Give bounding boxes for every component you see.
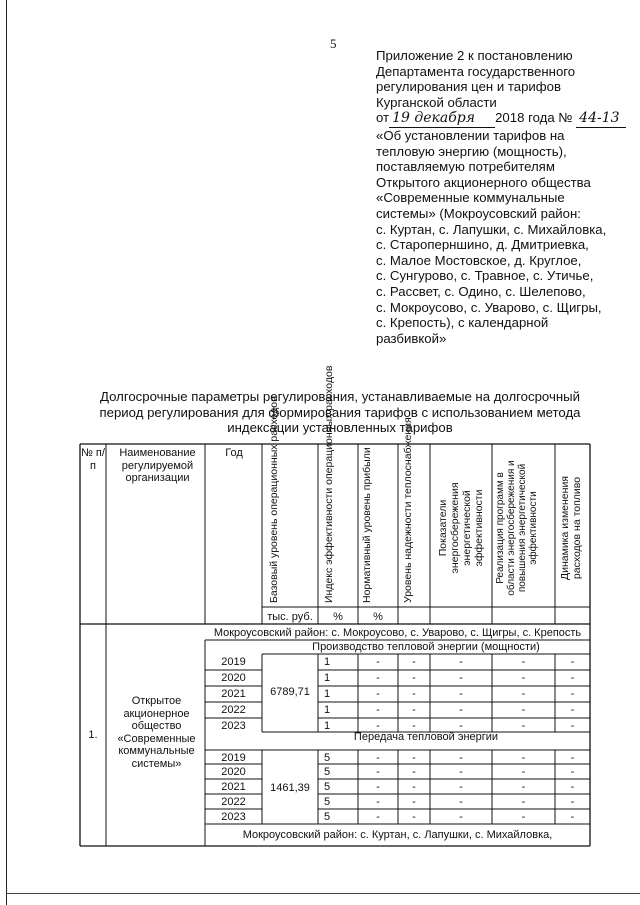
header-reliability: Уровень надежности теплоснабжения bbox=[402, 417, 414, 603]
handwritten-number: 44-13 bbox=[576, 111, 626, 128]
cell-index: 1 bbox=[324, 656, 331, 668]
appendix-subject-line: поставляемую потребителям bbox=[376, 159, 555, 175]
cell-reliability: - bbox=[412, 672, 416, 684]
cell-reliability: - bbox=[412, 781, 416, 793]
cell-program: - bbox=[521, 766, 526, 778]
cell-profit: - bbox=[376, 720, 380, 732]
cell-index: 1 bbox=[324, 672, 331, 684]
header-energy: Показатели энергосбережения энергетической эффективности bbox=[437, 482, 485, 574]
cell-fuel: - bbox=[570, 688, 575, 700]
cell-reliability: - bbox=[412, 796, 416, 808]
handwritten-date: 19 декабря bbox=[389, 111, 495, 128]
header-num: № п/п bbox=[81, 447, 105, 472]
cell-fuel: - bbox=[570, 720, 575, 732]
cell-reliability: - bbox=[412, 811, 416, 823]
cell-reliability: - bbox=[412, 752, 416, 764]
unit-index: % bbox=[333, 611, 343, 623]
cell-profit: - bbox=[376, 796, 380, 808]
table-title-line: индексации установленных тарифов bbox=[227, 420, 453, 435]
row-number: 1. bbox=[88, 729, 98, 741]
cell-profit: - bbox=[376, 704, 380, 716]
cell-energy: - bbox=[459, 720, 463, 732]
cell-profit: - bbox=[376, 656, 380, 668]
appendix-subject-line: «Об установлении тарифов на bbox=[376, 127, 565, 143]
appendix-subject-line: с. Сунгурово, с. Травное, с. Утичье, bbox=[376, 268, 594, 284]
cell-energy: - bbox=[459, 688, 463, 700]
cell-index: 5 bbox=[324, 766, 331, 778]
cell-energy: - bbox=[459, 672, 463, 684]
cell-reliability: - bbox=[412, 704, 416, 716]
appendix-line: Департамента государственного bbox=[376, 63, 576, 79]
cell-index: 1 bbox=[324, 688, 331, 700]
district-row: Мокроусовский район: с. Мокроусово, с. Уварово, с. Щигры, с. Крепость bbox=[213, 627, 582, 639]
cell-year: 2022 bbox=[221, 796, 246, 808]
cell-year: 2019 bbox=[221, 656, 246, 668]
cell-fuel: - bbox=[570, 766, 575, 778]
cell-profit: - bbox=[376, 752, 380, 764]
appendix-subject-line: с. Мокроусово, с. Уварово, с. Щигры, bbox=[376, 299, 602, 315]
table-title-line: период регулирования для формирования тарифов с использованием метода bbox=[99, 404, 581, 420]
appendix-subject-line: с. Малое Мостовское, д. Круглое, bbox=[376, 252, 582, 268]
cell-energy: - bbox=[459, 796, 463, 808]
cell-year: 2021 bbox=[221, 688, 246, 700]
header-org: Наименование регулируемой организации bbox=[119, 447, 196, 484]
cell-fuel: - bbox=[570, 796, 575, 808]
cell-fuel: - bbox=[570, 672, 575, 684]
unit-base: тыс. руб. bbox=[267, 611, 313, 623]
section-row: Передача тепловой энергии bbox=[353, 731, 499, 743]
cell-program: - bbox=[521, 811, 526, 823]
cell-program: - bbox=[521, 796, 526, 808]
cell-year: 2023 bbox=[221, 720, 246, 732]
cell-program: - bbox=[521, 720, 526, 732]
cell-profit: - bbox=[376, 672, 380, 684]
cell-index: 5 bbox=[324, 752, 331, 764]
appendix-subject-line: с. Крепость), с календарной bbox=[376, 315, 549, 331]
cell-year: 2019 bbox=[221, 752, 246, 764]
appendix-subject-line: с. Куртан, с. Лапушки, с. Михайловка, bbox=[376, 221, 607, 237]
section-row: Производство тепловой энергии (мощности) bbox=[312, 641, 540, 653]
cell-year: 2020 bbox=[221, 672, 246, 684]
cell-fuel: - bbox=[570, 704, 575, 716]
header-year: Год bbox=[225, 447, 243, 459]
appendix-line: Приложение 2 к постановлению bbox=[376, 48, 573, 63]
cell-reliability: - bbox=[412, 720, 416, 732]
header-profit: Нормативный уровень прибыли bbox=[361, 447, 373, 603]
cell-index: 5 bbox=[324, 811, 331, 823]
header-base: Базовый уровень операционных расходов bbox=[268, 396, 280, 603]
appendix-subject-line: разбивкой» bbox=[376, 330, 447, 346]
header-program: Реализация программ в области энергосбережения и повышения энергетической эффективности bbox=[495, 460, 539, 596]
district-row: Мокроусовский район: с. Куртан, с. Лапушки, с. Михайловка, bbox=[242, 829, 553, 841]
cell-program: - bbox=[521, 752, 526, 764]
cell-reliability: - bbox=[412, 766, 416, 778]
cell-reliability: - bbox=[412, 656, 416, 668]
cell-energy: - bbox=[459, 766, 463, 778]
date-year: 2018 года № bbox=[495, 110, 573, 126]
cell-program: - bbox=[521, 656, 526, 668]
appendix-subject-line: системы» (Мокроусовский район: bbox=[376, 205, 581, 221]
cell-index: 5 bbox=[324, 781, 331, 793]
cell-program: - bbox=[521, 781, 526, 793]
cell-year: 2020 bbox=[221, 766, 246, 778]
cell-profit: - bbox=[376, 811, 380, 823]
cell-year: 2021 bbox=[221, 781, 246, 793]
cell-index: 1 bbox=[324, 720, 331, 732]
cell-program: - bbox=[521, 704, 526, 716]
appendix-subject-line: с. Рассвет, с. Одино, с. Шелепово, bbox=[376, 283, 586, 299]
appendix-subject-line: Открытого акционерного общества bbox=[376, 174, 591, 190]
cell-profit: - bbox=[376, 766, 380, 778]
cell-energy: - bbox=[459, 781, 463, 793]
header-index: Индекс эффективности операционных расходов bbox=[323, 365, 335, 603]
cell-energy: - bbox=[459, 704, 463, 716]
cell-profit: - bbox=[376, 781, 380, 793]
cell-year: 2022 bbox=[221, 704, 246, 716]
appendix-subject-line: с. Староперншино, д. Дмитриевка, bbox=[376, 237, 589, 253]
appendix-line: Курганской области bbox=[376, 94, 497, 110]
cell-year: 2023 bbox=[221, 811, 246, 823]
appendix-subject-line: «Современные коммунальные bbox=[376, 190, 565, 206]
table-title-line: Долгосрочные параметры регулирования, устанавливаемые на долгосрочный bbox=[100, 389, 580, 404]
base-value: 1461,39 bbox=[270, 782, 310, 794]
org-name: Открытое акционерное общество «Современные коммунальные системы» bbox=[117, 695, 196, 770]
cell-index: 1 bbox=[324, 704, 331, 716]
page-number: 5 bbox=[330, 36, 337, 51]
cell-fuel: - bbox=[570, 781, 575, 793]
cell-energy: - bbox=[459, 656, 463, 668]
cell-fuel: - bbox=[570, 811, 575, 823]
cell-fuel: - bbox=[570, 752, 575, 764]
cell-program: - bbox=[521, 672, 526, 684]
date-prefix: от bbox=[376, 110, 390, 126]
cell-index: 5 bbox=[324, 796, 331, 808]
appendix-line: регулирования цен и тарифов bbox=[376, 79, 561, 95]
cell-energy: - bbox=[459, 811, 463, 823]
cell-profit: - bbox=[376, 688, 380, 700]
cell-program: - bbox=[521, 688, 526, 700]
base-value: 6789,71 bbox=[270, 686, 310, 698]
unit-profit: % bbox=[373, 611, 383, 623]
appendix-subject-line: тепловую энергию (мощность), bbox=[376, 143, 567, 159]
header-fuel: Динамика изменения расходов на топливо bbox=[559, 476, 583, 581]
cell-fuel: - bbox=[570, 656, 575, 668]
cell-energy: - bbox=[459, 752, 463, 764]
cell-reliability: - bbox=[412, 688, 416, 700]
